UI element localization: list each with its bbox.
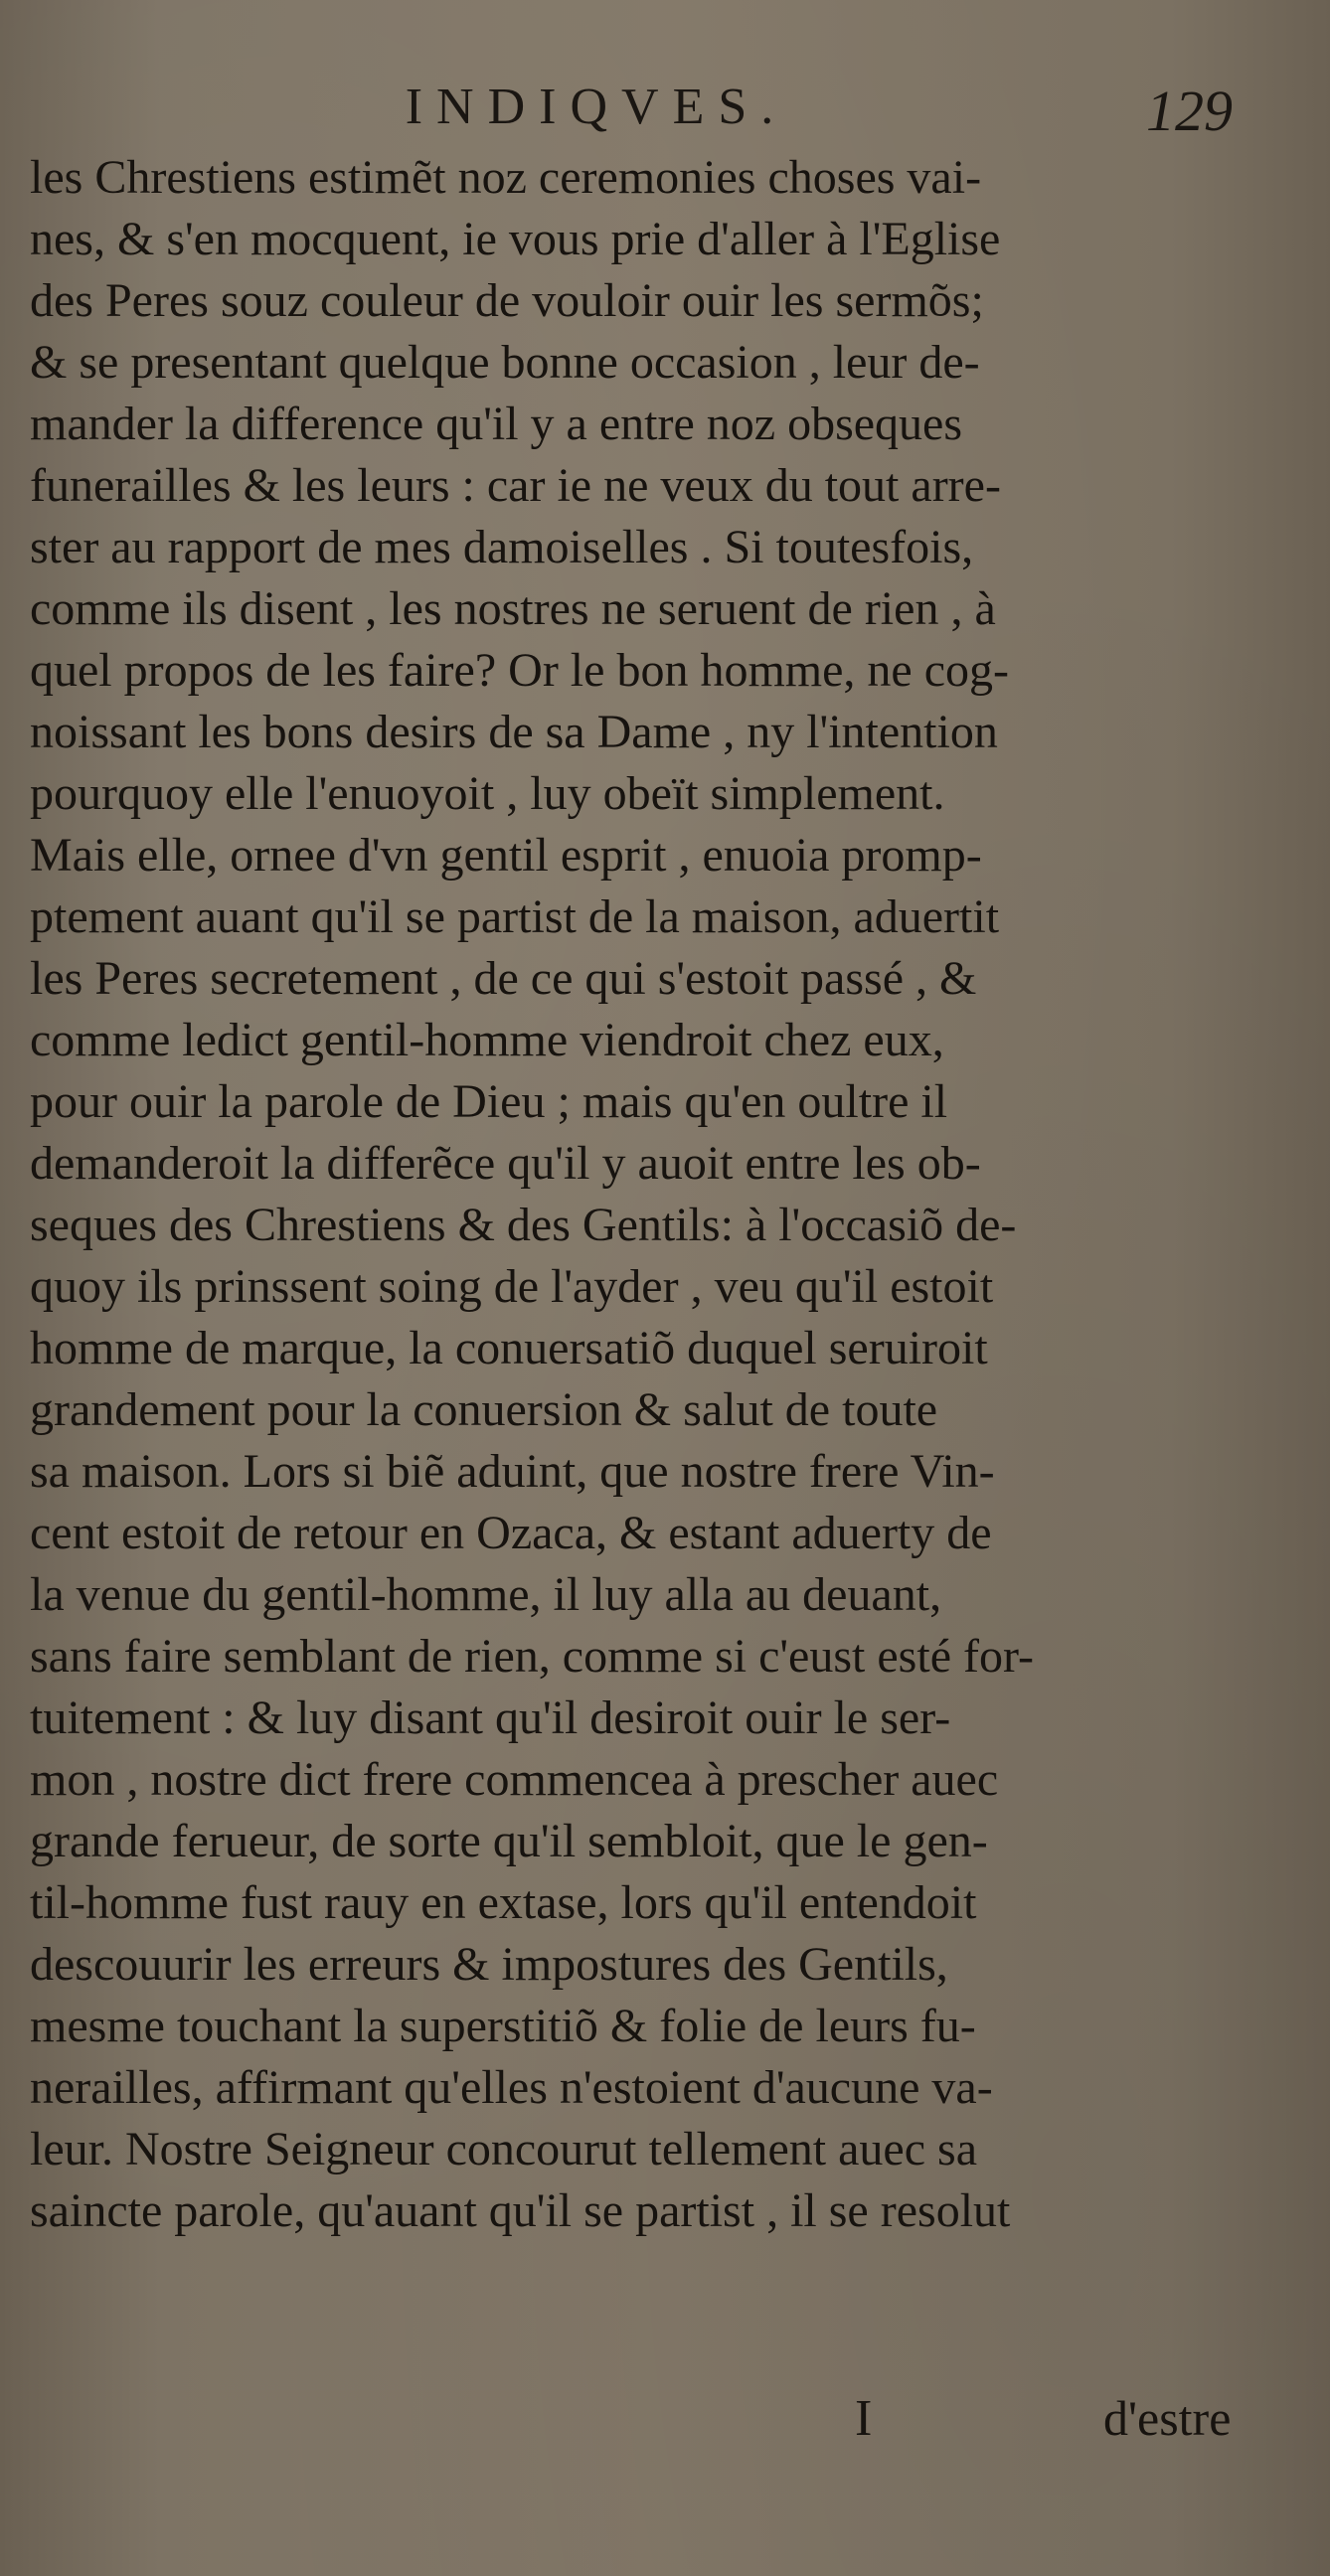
text-line: mesme touchant la superstitiõ & folie de leurs fu- bbox=[30, 2000, 976, 2052]
text-line: pourquoy elle l'enuoyoit , luy obeït simplement. bbox=[30, 767, 945, 820]
text-line: sans faire semblant de rien, comme si c'eust esté for- bbox=[30, 1630, 1034, 1683]
text-line: quoy ils prinssent soing de l'ayder , veu qu'il estoit bbox=[30, 1260, 994, 1313]
text-line: grandement pour la conuersion & salut de toute bbox=[30, 1383, 938, 1436]
text-line: ster au rapport de mes damoiselles . Si toutesfois, bbox=[30, 521, 974, 573]
text-line: saincte parole, qu'auant qu'il se partist , il se resolut bbox=[30, 2184, 1011, 2237]
text-line: nerailles, affirmant qu'elles n'estoient d'aucune va- bbox=[30, 2061, 993, 2114]
text-line: leur. Nostre Seigneur concourut tellement auec sa bbox=[30, 2123, 977, 2175]
signature-mark: I bbox=[855, 2390, 873, 2447]
body-text bbox=[30, 147, 1272, 2242]
text-line: grande ferueur, de sorte qu'il sembloit, que le gen- bbox=[30, 1815, 988, 1867]
text-line: Mais elle, ornee d'vn gentil esprit , enuoia promp- bbox=[30, 829, 982, 882]
catchword: d'estre bbox=[1103, 2390, 1232, 2446]
text-line: comme ledict gentil-homme viendroit chez eux, bbox=[30, 1014, 944, 1066]
text-line: les Peres secretement , de ce qui s'estoit passé , & bbox=[30, 952, 977, 1005]
text-line: mon , nostre dict frere commencea à prescher auec bbox=[30, 1753, 999, 1806]
text-line: cent estoit de retour en Ozaca, & estant aduerty de bbox=[30, 1507, 992, 1559]
text-line: & se presentant quelque bonne occasion , leur de- bbox=[30, 336, 980, 389]
text-line: comme ils disent , les nostres ne seruent de rien , à bbox=[30, 582, 996, 635]
text-line: mander la difference qu'il y a entre noz obseques bbox=[30, 398, 963, 450]
page-footer bbox=[0, 2389, 1330, 2459]
text-line: descouurir les erreurs & impostures des Gentils, bbox=[30, 1938, 948, 1991]
text-line: homme de marque, la conuersatiõ duquel seruiroit bbox=[30, 1322, 988, 1374]
text-line: sa maison. Lors si biẽ aduint, que nostre frere Vin- bbox=[30, 1445, 995, 1498]
text-line: des Peres souz couleur de vouloir ouir les sermõs; bbox=[30, 274, 984, 327]
text-line: til-homme fust rauy en extase, lors qu'il entendoit bbox=[30, 1876, 977, 1929]
text-line: noissant les bons desirs de sa Dame , ny l'intention bbox=[30, 706, 998, 758]
text-line: nes, & s'en mocquent, ie vous prie d'aller à l'Eglise bbox=[30, 213, 1001, 265]
text-line: tuitement : & luy disant qu'il desiroit ouir le ser- bbox=[30, 1691, 951, 1744]
text-line: ptement auant qu'il se partist de la maison, aduertit bbox=[30, 890, 1000, 943]
text-line: funerailles & les leurs : car ie ne veux du tout arre- bbox=[30, 459, 1001, 512]
text-line: la venue du gentil-homme, il luy alla au deuant, bbox=[30, 1568, 942, 1621]
text-line: les Chrestiens estimẽt noz ceremonies choses vai- bbox=[30, 151, 982, 204]
page-number: 129 bbox=[1146, 79, 1233, 143]
text-line: pour ouir la parole de Dieu ; mais qu'en oultre il bbox=[30, 1075, 948, 1128]
running-head bbox=[0, 78, 1330, 147]
text-line: quel propos de les faire? Or le bon homme, ne cog- bbox=[30, 644, 1010, 697]
text-line: demanderoit la differẽce qu'il y auoit entre les ob- bbox=[30, 1137, 981, 1190]
text-line: seques des Chrestiens & des Gentils: à l'occasiõ de- bbox=[30, 1199, 1017, 1251]
running-title: INDIQVES. bbox=[405, 79, 788, 135]
